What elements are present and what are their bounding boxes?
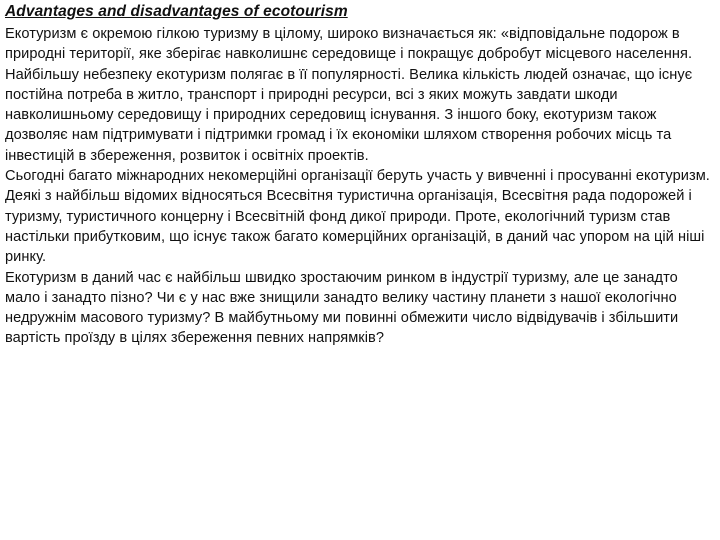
- paragraph-dangers: Найбільшу небезпеку екотуризм полягає в її популярності. Велика кількість людей означає, що існує постійна потреба в житло, транспорт і природні ресурси, всі з яких можуть завдати шкоди навколишньому середовищу і природних середовищ існування. З іншого боку, екотуризм також дозволяє нам підтримувати і підтримки громад і їх економіки шляхом створення робочих місць та інвестицій в збереження, розвиток і освітніх проектів.: [5, 66, 693, 164]
- slide-title: Advantages and disadvantages of ecotourism: [5, 3, 348, 20]
- paragraph-organizations: Сьогодні багато міжнародних некомерційні організації беруть участь у вивченні і просуванні екотуризм. Деякі з найбільш відомих відносяться Всесвітня туристична організація, Всесвітня рада подорожей і туризму, туристичного концерну і Всесвітній фонд дикої природи. Проте, екологічний туризм став настільки прибутковим, що існує також багато комерційних організацій, в даний час упором на цій ніші ринку.: [5, 168, 710, 266]
- slide-body: [5, 24, 712, 349]
- paragraph-definition: Екотуризм є окремою гілкою туризму в цілому, широко визначається як: «відповідальне подорож в природні території, яке зберігає навколишнє середовище і покращує добробут місцевого населення.: [5, 26, 693, 63]
- paragraph-future: Екотуризм в даний час є найбільш швидко зростаючим ринком в індустрії туризму, але це занадто мало і занадто пізно? Чи є у нас вже знищили занадто велику частину планети з нашої екологічно недружнім масового туризму? В майбутньому ми повинні обмежити число відвідувачів і збільшити вартість проїзду в цілях збереження певних напрямків?: [5, 269, 679, 347]
